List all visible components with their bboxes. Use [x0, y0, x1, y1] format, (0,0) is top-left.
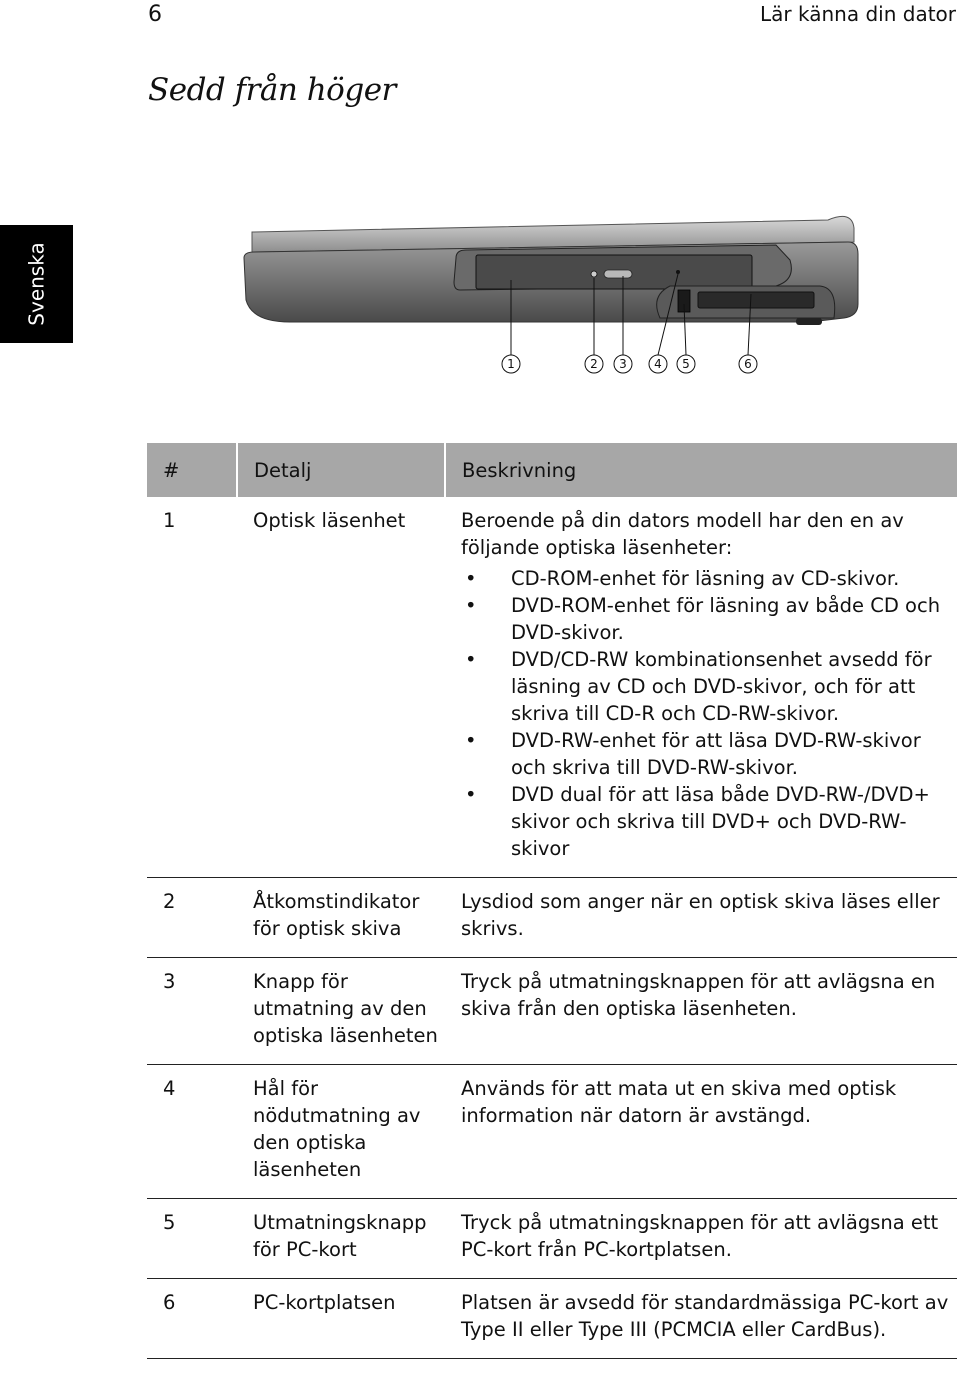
- callout-2: [585, 355, 603, 373]
- row-number: 4: [147, 1065, 237, 1199]
- laptop-foot: [796, 318, 822, 325]
- svg-text:6: 6: [744, 357, 752, 371]
- svg-text:4: 4: [654, 357, 662, 371]
- row-description-cell: [445, 497, 957, 878]
- row-detail: Optisk läsenhet: [237, 497, 445, 878]
- row-detail: PC-kortplatsen: [237, 1279, 445, 1359]
- row-number: 3: [147, 958, 237, 1065]
- row-detail: Utmatningsknapp för PC-kort: [237, 1199, 445, 1279]
- table-row: [147, 1065, 957, 1199]
- table-row: [147, 1199, 957, 1279]
- callout-3: [614, 355, 632, 373]
- list-item: • DVD dual för att läsa både DVD-RW-/DVD+ skivor och skriva till DVD+ och DVD-RW-skivor: [461, 781, 956, 862]
- language-tab: [0, 225, 73, 343]
- laptop-right-side-illustration: [230, 200, 870, 390]
- section-title: Sedd från höger: [148, 72, 396, 108]
- row-detail: Åtkomstindikator för optisk skiva: [237, 878, 445, 958]
- pc-card-slot: [698, 292, 814, 308]
- table-row: [147, 1279, 957, 1359]
- svg-text:1: 1: [507, 357, 515, 371]
- list-item: • DVD-ROM-enhet för läsning av både CD och DVD-skivor.: [461, 592, 956, 646]
- running-head: Lär känna din dator: [760, 2, 956, 26]
- svg-text:3: 3: [619, 357, 627, 371]
- row-number: 2: [147, 878, 237, 958]
- row-description: Beroende på din dators modell har den en av följande optiska läsenheter:: [461, 509, 904, 559]
- header-description: Beskrivning: [445, 443, 957, 497]
- optical-drive-list: [461, 565, 956, 862]
- page-number: 6: [148, 2, 162, 27]
- list-item: • CD-ROM-enhet för läsning av CD-skivor.: [461, 565, 956, 592]
- row-detail: Knapp för utmatning av den optiska läsenheten: [237, 958, 445, 1065]
- row-number: 1: [147, 497, 237, 878]
- optical-access-led: [591, 271, 597, 277]
- header-number: #: [147, 443, 237, 497]
- row-detail: Hål för nödutmatning av den optiska läsenheten: [237, 1065, 445, 1199]
- table-row: [147, 497, 957, 878]
- row-number: 6: [147, 1279, 237, 1359]
- parts-table: [147, 443, 957, 1359]
- table-row: [147, 878, 957, 958]
- list-item: • DVD-RW-enhet för att läsa DVD-RW-skivor och skriva till DVD-RW-skivor.: [461, 727, 956, 781]
- row-description: Tryck på utmatningsknappen för att avlägsna ett PC-kort från PC-kortplatsen.: [445, 1199, 957, 1279]
- list-item: • DVD/CD-RW kombinationsenhet avsedd för läsning av CD och DVD-skivor, och för att skriva till CD-R och CD-RW-skivor.: [461, 646, 956, 727]
- row-description: Platsen är avsedd för standardmässiga PC-kort av Type II eller Type III (PCMCIA eller CardBus).: [445, 1279, 957, 1359]
- row-description: Lysdiod som anger när en optisk skiva läses eller skrivs.: [445, 878, 957, 958]
- callout-5: [677, 355, 695, 373]
- table-row: [147, 958, 957, 1065]
- callout-4: [649, 355, 667, 373]
- header-detail: Detalj: [237, 443, 445, 497]
- row-description: Tryck på utmatningsknappen för att avlägsna en skiva från den optiska läsenheten.: [445, 958, 957, 1065]
- callout-1: [502, 355, 520, 373]
- svg-text:5: 5: [682, 357, 690, 371]
- row-number: 5: [147, 1199, 237, 1279]
- callout-6: [739, 355, 757, 373]
- table-header-row: [147, 443, 957, 497]
- emergency-eject-hole: [676, 270, 680, 274]
- svg-text:2: 2: [590, 357, 598, 371]
- optical-eject-button: [604, 270, 632, 278]
- row-description: Används för att mata ut en skiva med optisk information när datorn är avstängd.: [445, 1065, 957, 1199]
- language-tab-label: Svenska: [24, 242, 49, 326]
